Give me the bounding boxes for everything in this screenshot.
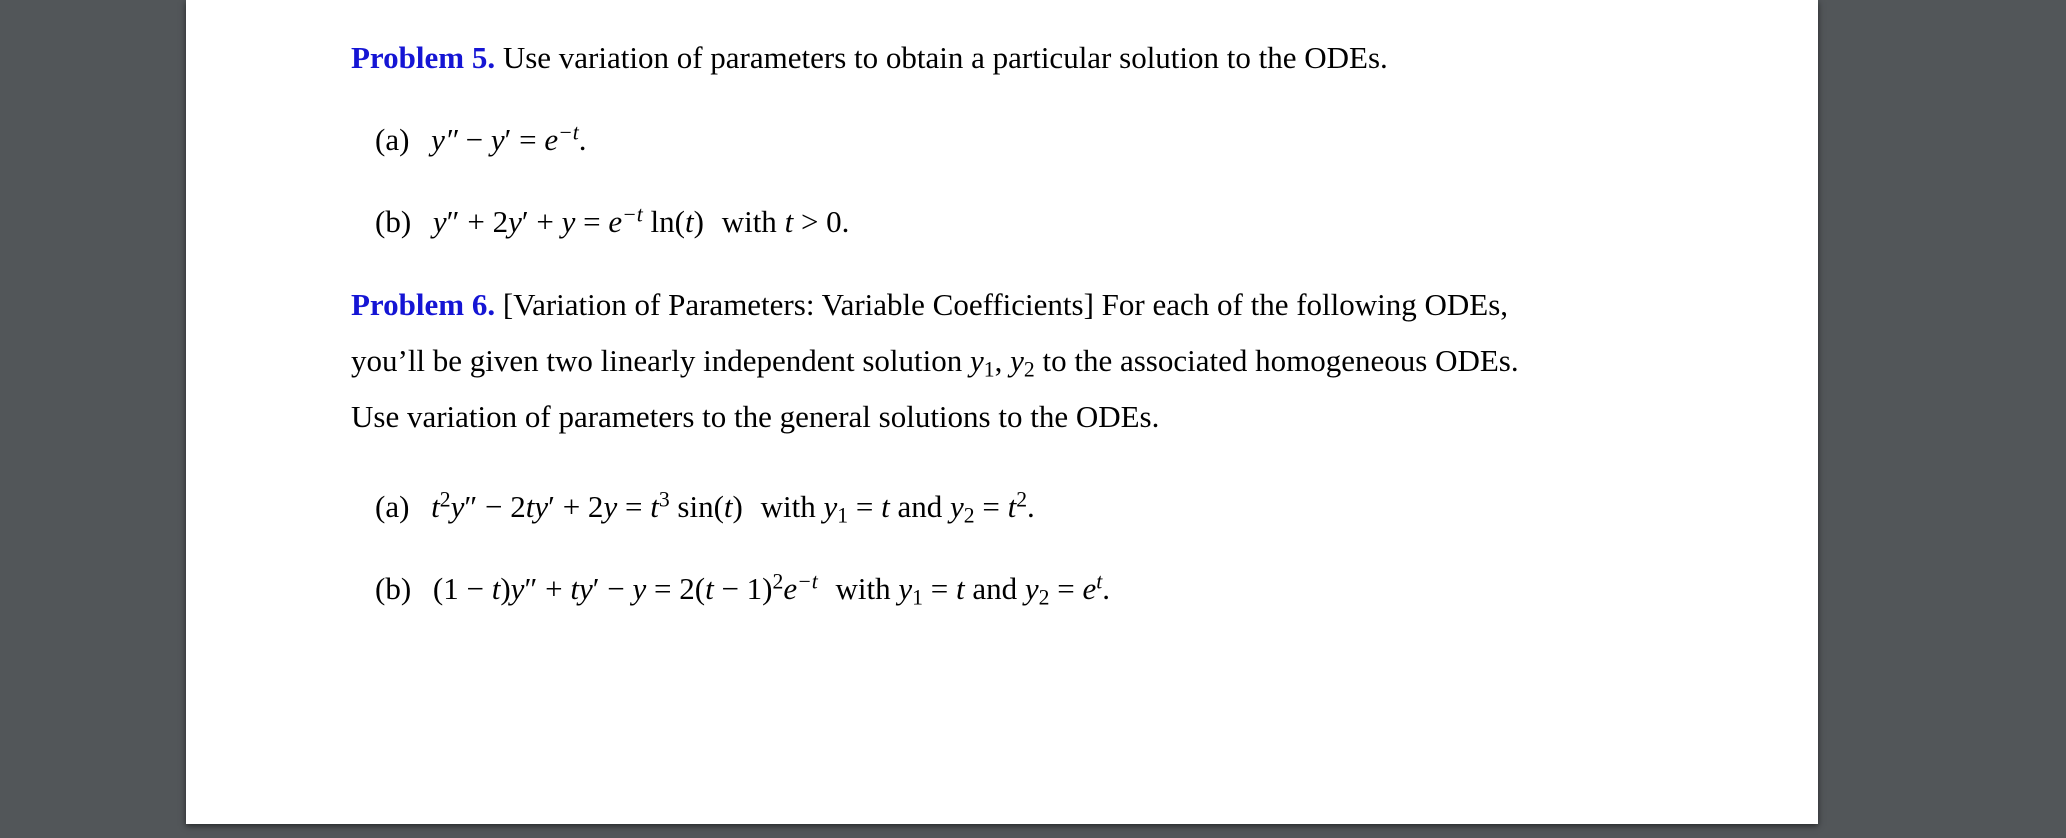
problem-6-line-1 xyxy=(351,289,1508,320)
problem-5-item-a: (a) $y'' - y' = e^{-t}$. xyxy=(375,120,587,157)
exponent: −t xyxy=(558,120,579,145)
item-label: (a) xyxy=(375,489,410,524)
item-label: (b) xyxy=(375,571,412,606)
exponent: −t xyxy=(622,202,643,227)
problem-6-text-1: [Variation of Parameters: Variable Coefficients] For each of the following ODEs, xyxy=(502,287,1509,322)
with-word: with xyxy=(721,204,777,239)
problem-6-line-2: you’ll be given two linearly independent solution y1, y2 to the associated homogeneous ODEs. xyxy=(351,343,1519,382)
item-label: (a) xyxy=(375,122,410,157)
equation-period: . xyxy=(578,122,587,157)
problem-6-item-a: (a) $t^2y'' - 2ty' + 2y = t^3$ sin(t) with y1 = t and $y2 = t^2$. xyxy=(375,487,1035,528)
problem-6-heading: Problem 6. xyxy=(351,287,496,322)
equation: y″ xyxy=(431,122,458,157)
problem-5-heading: Problem 5. xyxy=(351,40,496,75)
problem-6-line-3: Use variation of parameters to the general solutions to the ODEs. xyxy=(351,399,1160,434)
document-page xyxy=(186,0,1818,824)
problem-5-item-b: (b) $y'' + 2y' + y = e^{-t}$ ln(t) with t > 0. xyxy=(375,202,850,239)
problem-6-item-b: (b) $(1 - t)y'' + ty' - y = 2(t - 1)^2e^{-t}$ with y1 = t and $y2 = e^t$. xyxy=(375,569,1111,610)
item-label: (b) xyxy=(375,204,412,239)
problem-5-text: Use variation of parameters to obtain a particular solution to the ODEs. xyxy=(502,40,1388,75)
problem-5-statement xyxy=(351,42,1388,73)
